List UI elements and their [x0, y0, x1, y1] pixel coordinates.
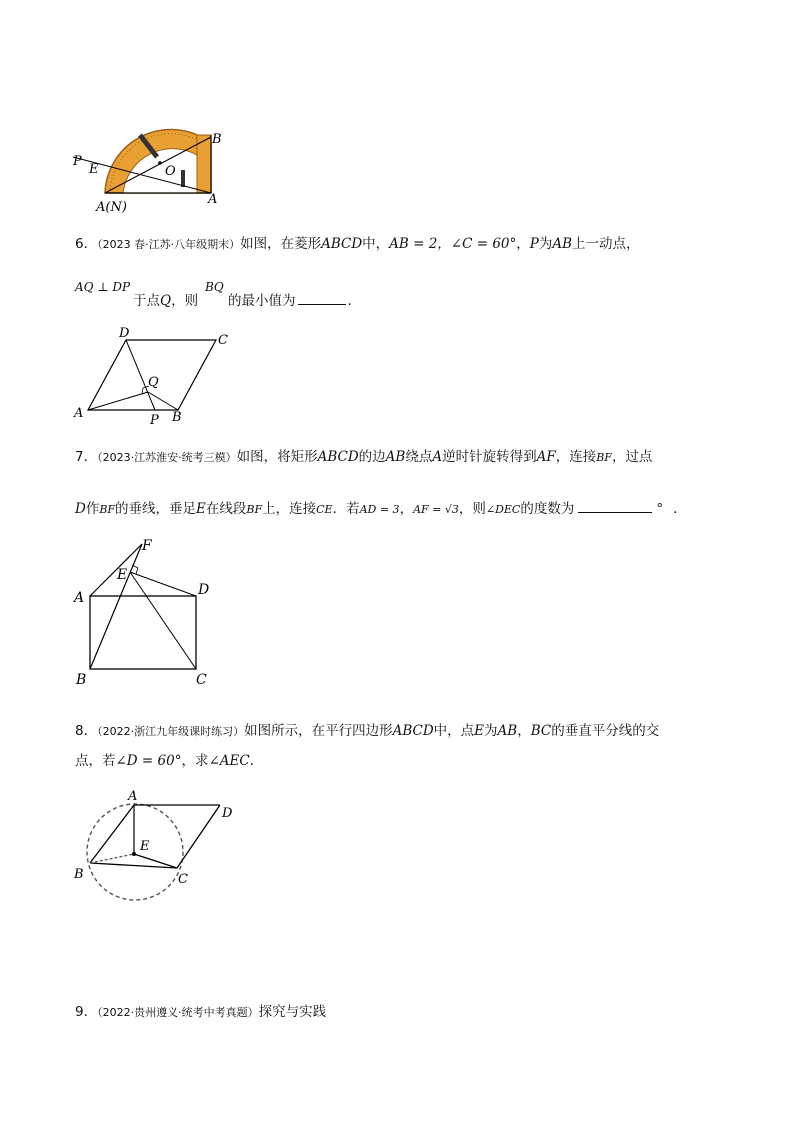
q8-text: 为 — [484, 723, 498, 739]
q7-bf: BF — [596, 451, 612, 464]
q8-angle-d: ∠D = 60° — [115, 753, 182, 769]
q7-line1 — [75, 448, 652, 467]
label-a: A — [208, 192, 218, 207]
q6-line3 — [133, 292, 198, 310]
q7-bf3: BF — [246, 503, 263, 516]
q7-a: A — [432, 449, 443, 465]
par-a: A — [128, 789, 138, 804]
q7-bf2: BF — [99, 503, 116, 516]
q8-line1 — [75, 722, 659, 741]
par-b: B — [74, 867, 84, 882]
q7-text: ，则 — [458, 501, 486, 517]
q7-e: E — [196, 501, 206, 517]
q6-text: 于点 — [133, 293, 160, 309]
q6-text: ，则 — [171, 293, 199, 309]
q7-ab: AB — [385, 449, 406, 465]
q7-text: 的垂线，垂足 — [115, 501, 197, 517]
rh-d: D — [119, 326, 130, 341]
rect-d: D — [198, 582, 210, 598]
q6-text: 为 — [538, 236, 553, 252]
q6-condition: AB = 2，∠C = 60° — [389, 236, 517, 252]
q7-text: ，连接 — [555, 449, 597, 465]
q8-text: 中，点 — [433, 723, 475, 739]
q6-text: ， — [516, 236, 530, 252]
q7-text: ，过点 — [611, 449, 653, 465]
q6-perp: AQ ⊥ DP — [75, 280, 131, 294]
q7-text: ．若 — [332, 501, 360, 517]
q7-text: 的边 — [358, 449, 386, 465]
q6-abcd: ABCD — [321, 236, 363, 252]
q8-end: ． — [249, 753, 264, 769]
label-o: O — [165, 164, 176, 179]
q6-text: 的最小值为 — [228, 293, 296, 309]
label-b: B — [212, 132, 222, 147]
q6-bq — [205, 278, 224, 296]
q9-line1 — [75, 1003, 326, 1022]
q7-text: 作 — [85, 501, 100, 517]
q8-text: 如图所示，在平行四边形 — [244, 723, 393, 739]
q7-text: 的度数为 — [520, 501, 575, 517]
q8-text: ，求 — [181, 753, 209, 769]
q9-source: （2022·贵州遵义·统考中考真题） — [97, 1006, 259, 1019]
rh-b: B — [172, 410, 182, 425]
q8-text: 点，若 — [75, 753, 116, 769]
q6-text: 上一动点， — [572, 236, 640, 252]
q7-text: 如图，将矩形 — [236, 449, 318, 465]
q7-text: 逆时针旋转得到 — [442, 449, 537, 465]
q6-ab: AB — [552, 236, 573, 252]
q7-line2 — [75, 500, 687, 519]
q7-source: （2023·江苏淮安·统考三模） — [97, 451, 237, 464]
q7-text: 在线段 — [205, 501, 247, 517]
q8-source: （2022·浙江九年级课时练习） — [97, 725, 245, 738]
q6-p: P — [529, 236, 539, 252]
q6-text: 中， — [362, 236, 390, 252]
q7-number: 7． — [75, 449, 98, 465]
q8-text: 的垂直平分线的交 — [551, 723, 660, 739]
q6-text: 如图，在菱形 — [240, 236, 322, 252]
q6-bq-label: BQ — [205, 280, 224, 294]
q8-line2 — [75, 752, 263, 770]
q7-af-value: AF = √3 — [413, 503, 459, 516]
protractor-figure — [65, 95, 240, 215]
rh-c: C — [218, 333, 228, 348]
rect-f: F — [142, 538, 152, 554]
q7-d: D — [75, 501, 86, 517]
q8-abcd: ABCD — [392, 723, 434, 739]
q8-number: 8． — [75, 723, 98, 739]
rh-p: P — [150, 413, 159, 427]
par-c: C — [178, 872, 188, 887]
q8-e: E — [474, 723, 485, 739]
q6-q: Q — [160, 293, 172, 309]
parallelogram-figure — [70, 782, 245, 910]
q7-degree: ° — [656, 501, 664, 517]
q6-source: （2023 春·江苏·八年级期末） — [97, 238, 241, 251]
rect-b: B — [76, 672, 87, 688]
rect-a: A — [74, 590, 85, 606]
q7-end: ． — [673, 501, 687, 517]
par-e: E — [140, 839, 150, 854]
q6-line1 — [75, 235, 640, 254]
rect-c: C — [196, 672, 207, 688]
q8-ab: AB — [497, 723, 518, 739]
q7-af: AF — [536, 449, 556, 465]
q6-line3b — [228, 292, 361, 310]
label-p: P — [73, 154, 82, 169]
rh-q: Q — [148, 375, 159, 390]
q7-dec: ∠DEC — [485, 503, 521, 516]
q6-end: ． — [347, 293, 361, 309]
q7-answer-blank[interactable] — [578, 500, 652, 513]
q7-text: 上，连接 — [262, 501, 317, 517]
q6-line2 — [75, 278, 130, 296]
q8-text: ， — [517, 723, 531, 739]
rhombus-figure — [68, 322, 243, 427]
label-e: E — [89, 162, 99, 177]
label-an: A(N) — [96, 200, 127, 215]
q7-abcd: ABCD — [317, 449, 359, 465]
rectangle-figure — [70, 532, 230, 690]
q7-text: 绕点 — [405, 449, 433, 465]
q6-number: 6． — [75, 236, 98, 252]
rect-e: E — [117, 567, 128, 583]
q9-text: 探究与实践 — [258, 1004, 327, 1020]
q7-text: ， — [399, 501, 414, 517]
par-d: D — [222, 806, 233, 821]
rh-a: A — [74, 406, 84, 421]
q8-bc: BC — [530, 723, 552, 739]
q7-ce: CE — [316, 503, 333, 516]
q7-ad: AD = 3 — [359, 503, 400, 516]
q6-answer-blank[interactable] — [298, 292, 346, 305]
q8-aec: ∠AEC — [208, 753, 250, 769]
q9-number: 9． — [75, 1004, 98, 1020]
